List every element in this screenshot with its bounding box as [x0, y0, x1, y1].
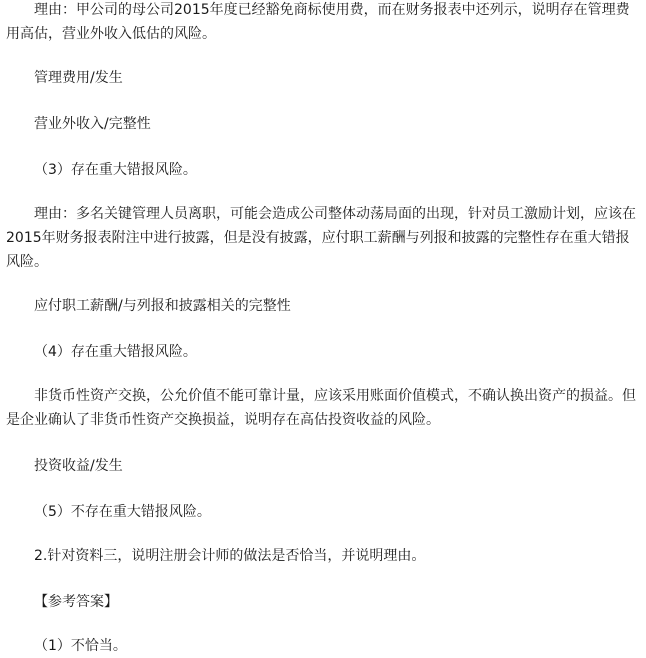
- paragraph-admin-expense: 管理费用/发生: [34, 70, 123, 86]
- paragraph-non-operating-income: 营业外收入/完整性: [34, 116, 151, 132]
- paragraph-reference-answer: 【参考答案】: [34, 594, 118, 610]
- paragraph-item-5: （5）不存在重大错报风险。: [34, 504, 211, 520]
- paragraph-answer-1: （1）不恰当。: [34, 638, 127, 654]
- paragraph-investment-income: 投资收益/发生: [34, 458, 123, 474]
- paragraph-reason-staff: 理由：多名关键管理人员离职，可能会造成公司整体动荡局面的出现，针对员工激励计划，应该在2015年财务报表附注中进行披露，但是没有披露，应付职工薪酬与列报和披露的完整性存在重大错报风险。: [6, 206, 636, 270]
- paragraph-payroll: 应付职工薪酬/与列报和披露相关的完整性: [34, 298, 291, 314]
- paragraph-item-4: （4）存在重大错报风险。: [34, 344, 197, 360]
- paragraph-question-2: 2.针对资料三，说明注册会计师的做法是否恰当，并说明理由。: [34, 548, 426, 564]
- paragraph-item-3: （3）存在重大错报风险。: [34, 162, 197, 178]
- paragraph-reason-trademark: 理由：甲公司的母公司2015年度已经豁免商标使用费，而在财务报表中还列示，说明存在管理费用高估，营业外收入低估的风险。: [6, 2, 630, 42]
- paragraph-asset-exchange: 非货币性资产交换，公允价值不能可靠计量，应该采用账面价值模式，不确认换出资产的损益。但是企业确认了非货币性资产交换损益，说明存在高估投资收益的风险。: [6, 388, 636, 428]
